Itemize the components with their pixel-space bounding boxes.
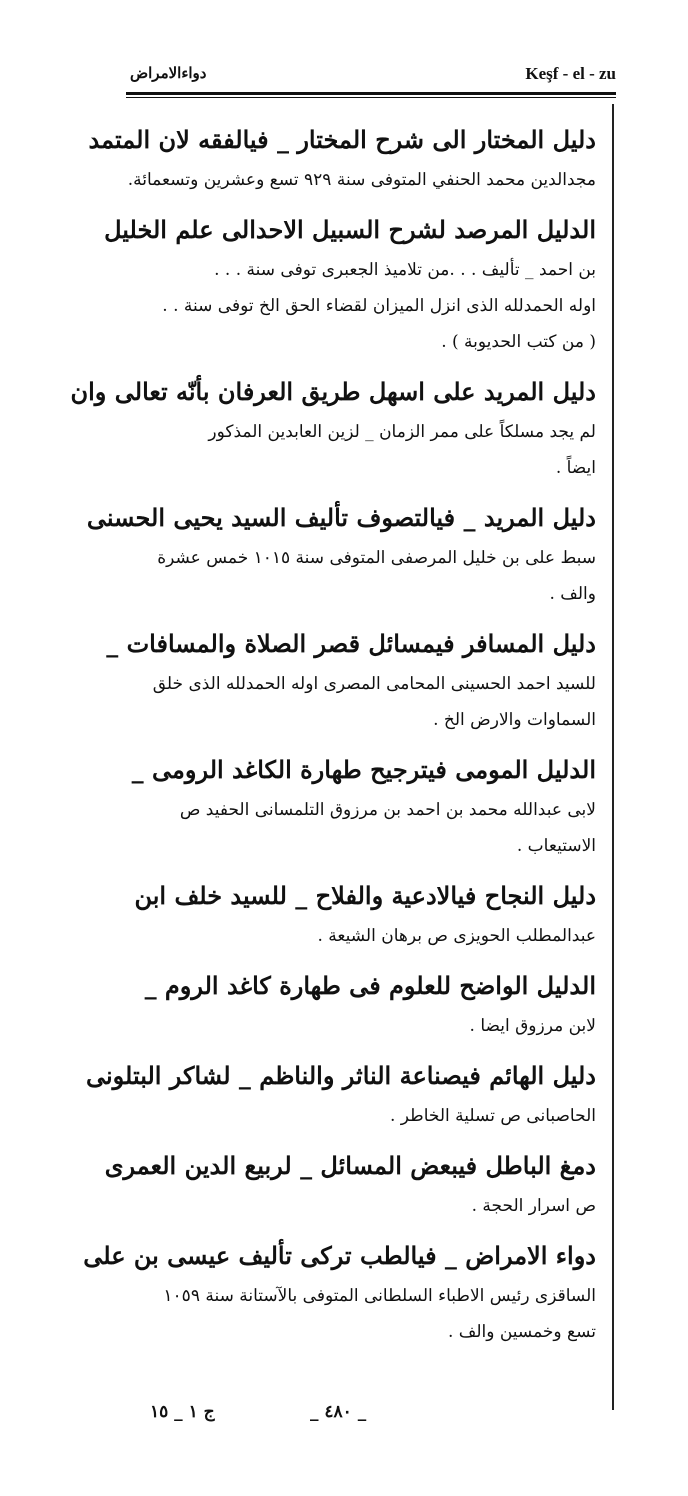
dictionary-entry — [106, 622, 596, 738]
volume-signature: ج ١ _ ١٥ — [150, 1402, 215, 1422]
header-entry-title: دواءالامراض — [130, 64, 207, 82]
entry-text-line: مجدالدين محمد الحنفي المتوفى سنة ٩٢٩ تسع وعشرين وتسعمائة. — [127, 170, 596, 190]
entry-text-line: الحاصبانى ص تسلية الخاطر . — [389, 1106, 596, 1126]
entry-heading-line: دليل المختار الى شرح المختار _ فيالفقه لان المتمد — [88, 125, 596, 154]
entry-heading-line: دليل المسافر فيمسائل قصر الصلاة والمسافات _ — [106, 629, 596, 658]
entry-text-line: اوله الحمدلله الذى انزل الميزان لقضاء الحق الخ توفى سنة . . — [162, 296, 596, 316]
entry-text-line: ص اسرار الحجة . — [471, 1196, 596, 1216]
entry-text-line: بن احمد _ تأليف . . .من تلاميذ الجعبرى توفى سنة . . . — [214, 260, 596, 280]
entry-text-line: والف . — [549, 584, 596, 604]
entry-heading-line: دليل المريد على اسهل طريق العرفان بأنّه تعالى وان — [70, 377, 596, 406]
entry-text-line: لم يجد مسلكاً على ممر الزمان _ لزين العابدين المذكور — [208, 422, 596, 442]
entry-text-line: ايضاً . — [555, 458, 596, 478]
entry-text-line: السماوات والارض الخ . — [433, 710, 596, 730]
entry-heading-line: الدليل الواضح للعلوم فى طهارة كاغد الروم _ — [144, 971, 596, 1000]
header-book-title: Keşf - el - zu — [525, 64, 616, 83]
entry-heading-line: دليل الهائم فيصناعة الناثر والناظم _ لشاكر البتلونى — [85, 1061, 596, 1090]
entry-text-line: لابن مرزوق ايضا . — [469, 1016, 596, 1036]
entry-heading-line: دمغ الباطل فيبعض المسائل _ لربيع الدين العمرى — [104, 1151, 596, 1180]
dictionary-entry — [132, 874, 596, 954]
dictionary-entry — [104, 1144, 596, 1224]
entry-text-line: الساقزى رئيس الاطباء السلطانى المتوفى بالآستانة سنة ١٠٥٩ — [163, 1286, 596, 1306]
entry-heading-line: الدليل المومى فيترجيح طهارة الكاغد الرومى _ — [131, 755, 596, 784]
entry-text-line: للسيد احمد الحسينى المحامى المصرى اوله الحمدلله الذى خلق — [152, 674, 596, 694]
entry-heading-line: الدليل المرصد لشرح السبيل الاحدالى علم الخليل — [104, 215, 596, 244]
entry-text-line: سبط على بن خليل المرصفى المتوفى سنة ١٠١٥ خمس عشرة — [157, 548, 596, 568]
entry-text-line: لابى عبدالله محمد بن احمد بن مرزوق التلمسانى الحفيد ص — [179, 800, 596, 820]
dictionary-entry — [70, 370, 596, 486]
entry-heading-line: دليل النجاح فيالادعية والفلاح _ للسيد خلف ابن — [134, 881, 596, 910]
dictionary-entry — [86, 496, 596, 612]
dictionary-entry — [132, 748, 596, 864]
dictionary-entry — [83, 1234, 596, 1350]
entry-text-line: عبدالمطلب الحويزى ص برهان الشيعة . — [317, 926, 596, 946]
dictionary-entry — [104, 208, 596, 360]
entry-text-line: ( من كتب الحديوبة ) . — [441, 332, 596, 352]
entry-heading-line: دليل المريد _ فيالتصوف تأليف السيد يحيى الحسنى — [86, 503, 596, 532]
dictionary-entry — [88, 118, 596, 198]
header-rule-thin — [126, 97, 616, 98]
column-rule — [612, 104, 614, 1410]
page-number: _ ٤٨٠ _ — [310, 1402, 367, 1422]
entry-text-line: تسع وخمسين والف . — [447, 1322, 596, 1342]
entries-column — [70, 118, 596, 1360]
page-footer — [150, 1394, 410, 1434]
dictionary-entry — [85, 1054, 596, 1134]
entry-heading-line: دواء الامراض _ فيالطب تركى تأليف عيسى بن على — [83, 1241, 596, 1270]
dictionary-entry — [132, 964, 596, 1044]
entry-text-line: الاستيعاب . — [516, 836, 596, 856]
header-rule-thick — [126, 92, 616, 95]
